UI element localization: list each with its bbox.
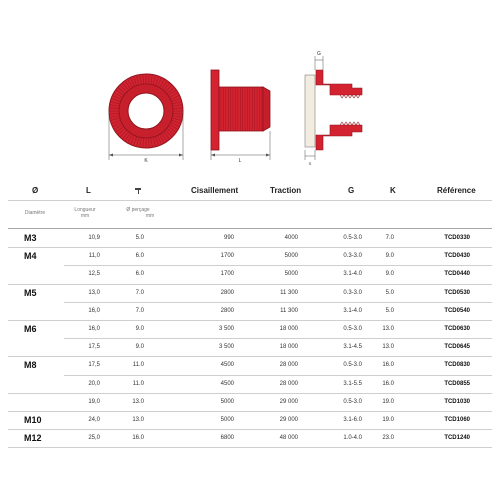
subheader-drill-line1: Ø perçage [126, 207, 150, 213]
diameter-label: M6 [24, 324, 37, 334]
cell-head: 5.0 [385, 289, 394, 296]
cell-traction: 29 000 [279, 398, 298, 405]
cell-grip: 0.5-3.0 [343, 398, 362, 405]
header-head: K [390, 186, 396, 195]
row-divider [64, 265, 492, 266]
cell-head: 9.0 [385, 271, 394, 278]
header-rule [8, 200, 492, 201]
subheader-length-line1: Longueur [74, 207, 96, 213]
row-divider [64, 375, 492, 376]
cell-reference: TCD0530 [444, 289, 470, 296]
cell-traction: 11 300 [280, 289, 298, 296]
cell-length: 11,0 [88, 253, 100, 260]
cell-traction: 29 000 [279, 417, 298, 423]
diameter-label: M4 [24, 251, 37, 262]
header-diameter: Ø [32, 186, 39, 195]
cell-grip: 3.1-5.5 [343, 380, 362, 387]
cell-reference: TCD0855 [444, 380, 470, 387]
row-divider [8, 393, 492, 394]
cell-drill: 11.0 [132, 380, 144, 387]
diameter-label: M5 [24, 287, 37, 298]
cell-head: 23.0 [382, 435, 394, 442]
cell-grip: 0.5-3.0 [343, 362, 362, 369]
dim-g-label: G [317, 51, 321, 57]
cell-traction: 5000 [284, 271, 298, 278]
subheader-diameter: Diamètre [24, 210, 46, 216]
cell-traction: 48 000 [279, 435, 298, 442]
cell-head: 7.0 [385, 235, 394, 241]
cell-traction: 11 300 [280, 307, 298, 314]
row-divider [8, 447, 492, 448]
cell-drill: 13.0 [132, 398, 144, 405]
cell-shear: 3 500 [218, 326, 234, 332]
cell-length: 13,0 [88, 289, 100, 296]
diameter-label: M8 [24, 360, 37, 371]
cell-length: 19,0 [88, 398, 100, 405]
cell-shear: 4500 [220, 362, 234, 369]
cell-grip: 0.5-3.0 [343, 235, 362, 241]
cell-drill: 11.0 [132, 362, 144, 369]
cell-shear: 990 [223, 235, 234, 241]
section-view-drawing [305, 51, 362, 166]
row-divider [8, 429, 492, 430]
cell-shear: 3 500 [218, 344, 234, 351]
cell-reference: TCD0645 [444, 344, 470, 351]
subheader-drill [116, 207, 160, 219]
header-grip: G [348, 186, 355, 195]
cell-length: 17,5 [88, 344, 100, 351]
cell-grip: 0.3-3.0 [343, 289, 362, 296]
subheader-length-line2: mm [80, 213, 90, 219]
cell-length: 25,0 [88, 435, 100, 442]
cell-reference: TCD1030 [444, 398, 470, 405]
header-reference: Référence [437, 186, 476, 195]
cell-drill: 7.0 [135, 289, 144, 296]
cell-shear: 6800 [220, 435, 234, 442]
cell-shear: 5000 [220, 417, 234, 423]
cell-reference: TCD0430 [444, 253, 470, 260]
subheader-drill-line2: mm [145, 213, 155, 219]
cell-drill: 9.0 [135, 344, 144, 351]
subheader-length [70, 207, 100, 219]
cell-head: 19.0 [382, 417, 394, 423]
cell-length: 17,5 [88, 362, 100, 369]
front-view-drawing [109, 74, 183, 164]
dim-l-label-side: L [238, 158, 242, 164]
cell-drill: 5.0 [135, 235, 144, 241]
header-traction: Traction [270, 186, 302, 195]
row-divider [8, 284, 492, 285]
cell-shear: 2800 [220, 307, 234, 314]
diameter-label: M3 [24, 233, 37, 243]
cell-traction: 5000 [284, 253, 298, 260]
cell-length: 16,0 [88, 326, 100, 332]
cell-length: 24,0 [88, 417, 100, 423]
header-shear: Cisaillement [191, 186, 239, 195]
row-divider [8, 411, 492, 412]
row-divider [64, 338, 492, 339]
cell-grip: 3.1-6.0 [343, 417, 362, 423]
cell-drill: 6.0 [135, 253, 144, 260]
cell-shear: 1700 [220, 253, 234, 260]
dim-s-label: S [308, 161, 312, 166]
cell-reference: TCD1240 [444, 435, 470, 442]
drill-icon [134, 186, 144, 196]
cell-reference: TCD0540 [444, 307, 470, 314]
side-view-drawing [211, 70, 270, 164]
cell-drill: 6.0 [135, 271, 144, 278]
cell-traction: 28 000 [279, 380, 298, 387]
dim-k-label: K [144, 158, 148, 164]
cell-shear: 5000 [220, 398, 234, 405]
row-divider [8, 247, 492, 248]
cell-length: 20,0 [88, 380, 100, 387]
cell-drill: 9.0 [135, 326, 144, 332]
cell-traction: 4000 [284, 235, 298, 241]
cell-length: 10,9 [88, 235, 100, 241]
cell-reference: TCD0330 [444, 235, 470, 241]
diameter-label: M12 [24, 433, 42, 444]
cell-shear: 4500 [220, 380, 234, 387]
cell-reference: TCD0630 [444, 326, 470, 332]
cell-drill: 7.0 [135, 307, 144, 314]
diameter-label: M10 [24, 415, 42, 425]
cell-head: 9.0 [385, 253, 394, 260]
cell-grip: 3.1-4.5 [343, 344, 362, 351]
cell-grip: 0.3-3.0 [343, 253, 362, 260]
cell-head: 16.0 [382, 362, 394, 369]
cell-reference: TCD1060 [444, 417, 470, 423]
cell-grip: 1.0-4.0 [343, 435, 362, 442]
technical-drawings [0, 0, 500, 175]
header-length: L [86, 186, 91, 195]
row-divider [64, 302, 492, 303]
cell-reference: TCD0440 [444, 271, 470, 278]
cell-shear: 1700 [220, 271, 234, 278]
cell-traction: 18 000 [279, 344, 298, 351]
cell-reference: TCD0830 [444, 362, 470, 369]
cell-grip: 0.5-3.0 [343, 326, 362, 332]
cell-head: 5.0 [385, 307, 394, 314]
cell-shear: 2800 [220, 289, 234, 296]
row-divider [8, 356, 492, 357]
cell-length: 16,0 [88, 307, 100, 314]
cell-head: 19.0 [382, 398, 394, 405]
cell-head: 13.0 [382, 344, 394, 351]
cell-drill: 13.0 [132, 417, 144, 423]
subheader-rule [8, 228, 492, 229]
row-divider [8, 320, 492, 321]
cell-traction: 28 000 [279, 362, 298, 369]
cell-drill: 16.0 [132, 435, 144, 442]
cell-head: 16.0 [382, 380, 394, 387]
cell-length: 12,5 [88, 271, 100, 278]
cell-grip: 3.1-4.0 [343, 307, 362, 314]
cell-head: 13.0 [382, 326, 394, 332]
cell-grip: 3.1-4.0 [343, 271, 362, 278]
cell-traction: 18 000 [279, 326, 298, 332]
